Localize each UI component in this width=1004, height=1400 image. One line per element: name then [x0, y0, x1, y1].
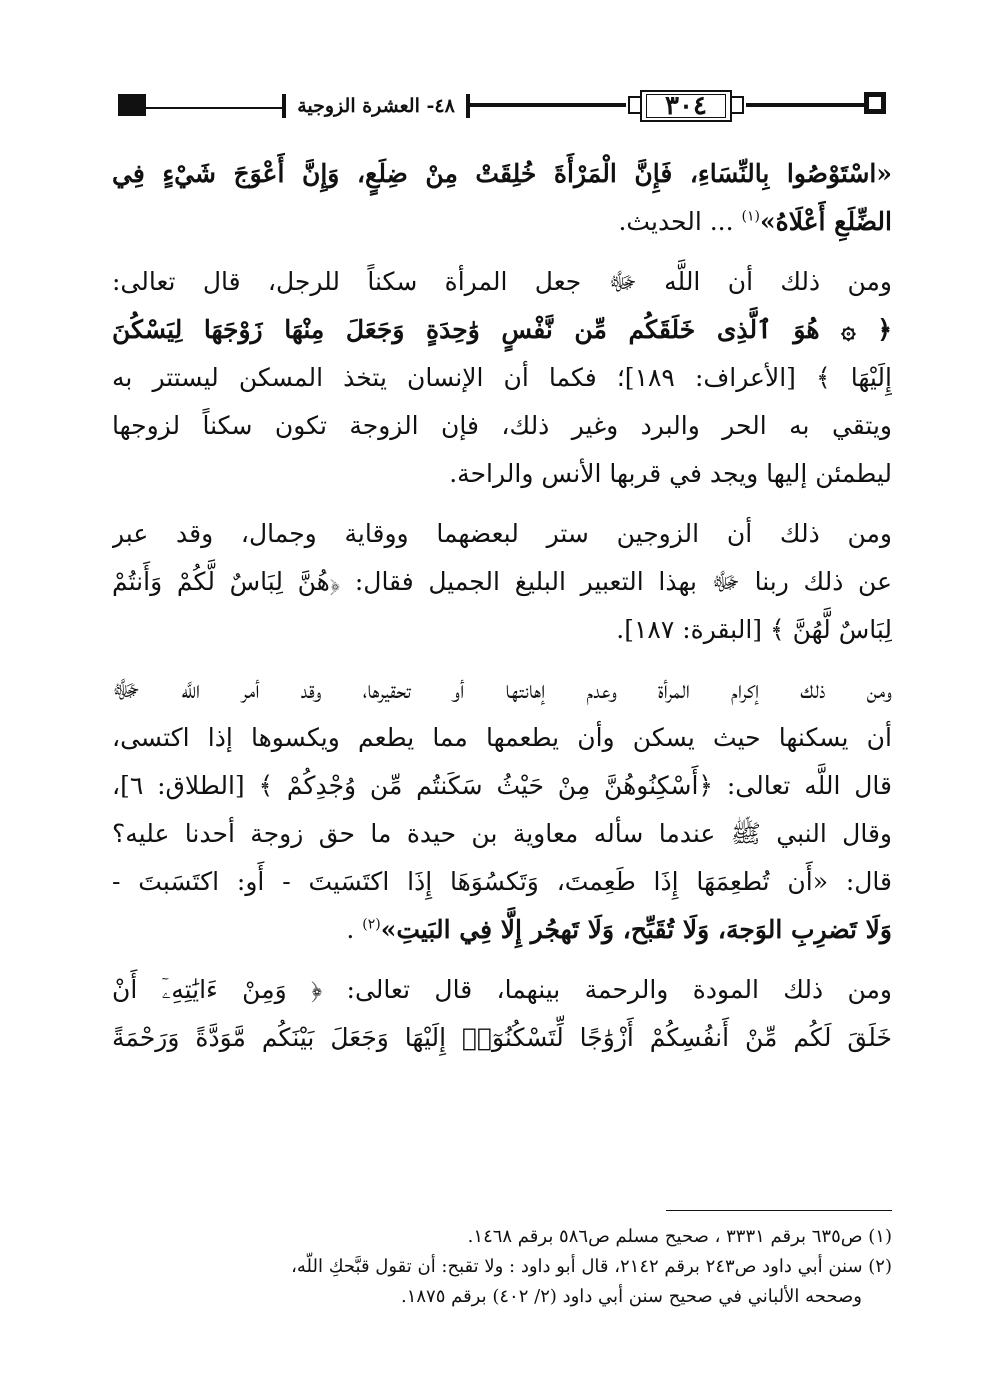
text-segment: قال: «أَن تُطعِمَهَا إِذَا طَعِمتَ، وَتَكسُوَهَا إِذَا اكتَسَيتَ - أَو: اكتَسَبتَ -	[112, 867, 892, 896]
page-header	[118, 88, 886, 128]
text-segment: ومن ذلك إكرام المرأة وعدم إهانتها أو تحقيرها، وقد أمر اللَّه ﷻ	[112, 675, 892, 704]
body-text	[112, 150, 892, 1062]
frame-ornament-left	[628, 96, 642, 114]
page-number: ٣٠٤	[665, 91, 707, 121]
text-line	[112, 198, 892, 246]
header-rule-middle	[466, 103, 626, 107]
header-rule-left	[146, 107, 282, 109]
text-line	[112, 450, 892, 498]
text-line	[112, 354, 892, 402]
text-segment: قال اللَّه تعالى: ﴿أَسْكِنُوهُنَّ مِنْ حَيْثُ سَكَنتُم مِّن وُجْدِكُمْ ﴾ [الطلاق: ٦]،	[112, 771, 892, 800]
text-segment: وَلَا تَضرِبِ الوَجهَ، وَلَا تُقَبِّح، وَلَا تَهجُر إِلَّا فِي البَيتِ»	[380, 915, 892, 944]
text-line	[112, 714, 892, 762]
text-segment: ومن ذلك المودة والرحمة بينهما، قال تعالى: ﴿ وَمِنْ ءَايَٰتِهِۦٓ أَنْ	[112, 975, 892, 1004]
text-line	[112, 1014, 892, 1062]
chapter-title: ٤٨- العشرة الزوجية	[286, 90, 466, 122]
footnote-line: (٢) سنن أبي داود ص٢٤٣ برقم ٢١٤٢، قال أبو داود : ولا تقبح: أن تقول قبَّحكِ اللَّه،	[291, 1256, 892, 1277]
text-line	[112, 150, 892, 198]
text-segment: لِبَاسٌ لَّهُنَّ ﴾ [البقرة: ١٨٧].	[616, 615, 892, 644]
text-segment: ليطمئن إليها ويجد في قربها الأنس والراحة.	[449, 459, 892, 488]
text-segment: أن يسكنها حيث يسكن وأن يطعمها مما يطعم ويكسوها إذا اكتسى،	[112, 723, 892, 752]
header-rule-right	[746, 103, 864, 107]
text-line	[112, 558, 892, 606]
text-segment: ومن ذلك أن الزوجين ستر لبعضهما ووقاية وجمال، وقد عبر	[112, 519, 892, 548]
text-line	[112, 762, 892, 810]
text-segment: عن ذلك ربنا ﷻ بهذا التعبير البليغ الجميل فقال: ﴿هُنَّ لِبَاسٌ لَّكُمْ وَأَنتُمْ	[112, 567, 892, 596]
text-segment: خَلَقَ لَكُم مِّنْ أَنفُسِكُمْ أَزْوَٰجًا لِّتَسْكُنُوٓا۟ إِلَيْهَا وَجَعَلَ بَيْنَكُم مَّوَدَّةً وَرَحْمَةً	[112, 1023, 892, 1052]
text-line	[112, 510, 892, 558]
text-line	[112, 258, 892, 306]
text-line	[112, 606, 892, 654]
text-line	[112, 402, 892, 450]
footnotes	[112, 1222, 892, 1312]
text-segment: الضِّلَعِ أَعْلَاهُ»	[759, 207, 892, 236]
header-bar	[466, 94, 470, 118]
text-segment: .	[346, 915, 363, 944]
page-number-frame	[626, 88, 746, 124]
footnote-ref[interactable]: (١)	[741, 208, 760, 225]
text-segment: ﴿ ۞ هُوَ ٱلَّذِى خَلَقَكُم مِّن نَّفْسٍ وَٰحِدَةٍ وَجَعَلَ مِنْهَا زَوْجَهَا لِيَسْكُنَ	[112, 315, 892, 344]
text-segment: ويتقي به الحر والبرد وغير ذلك، فإن الزوجة تكون سكناً لزوجها	[112, 411, 892, 440]
text-line	[112, 906, 892, 954]
text-line	[112, 858, 892, 906]
header-black-block	[118, 94, 146, 116]
text-segment: «اسْتَوْصُوا بِالنِّسَاءِ، فَإِنَّ الْمَرْأَةَ خُلِقَتْ مِنْ ضِلَعٍ، وَإِنَّ أَعْوَجَ شَيْءٍ فِي	[112, 159, 892, 188]
text-segment: وقال النبي ﷺ عندما سأله معاوية بن حيدة ما حق زوجة أحدنا عليه؟	[112, 819, 892, 848]
footnote-separator	[666, 1210, 892, 1211]
header-bar	[282, 94, 286, 118]
text-line	[112, 306, 892, 354]
text-segment: ... الحديث.	[618, 207, 742, 236]
text-segment: إِلَيْهَا ﴾ [الأعراف: ١٨٩]؛ فكما أن الإنسان يتخذ المسكن ليستتر به	[112, 363, 892, 392]
frame-ornament-right	[730, 96, 744, 114]
header-square-ornament	[864, 92, 886, 114]
text-segment: ومن ذلك أن اللَّه ﷻ جعل المرأة سكناً للرجل، قال تعالى:	[112, 267, 892, 296]
text-line	[112, 810, 892, 858]
footnote-line: (١) ص٦٣٥ برقم ٣٣٣١ ، صحيح مسلم ص٥٨٦ برقم ١٤٦٨.	[467, 1226, 892, 1247]
footnote-ref[interactable]: (٢)	[362, 916, 381, 933]
text-line	[112, 966, 892, 1014]
footnote-line: وصححه الألباني في صحيح سنن أبي داود (٢/ ٤٠٢) برقم ١٨٧٥.	[400, 1286, 862, 1307]
text-line	[112, 666, 892, 714]
